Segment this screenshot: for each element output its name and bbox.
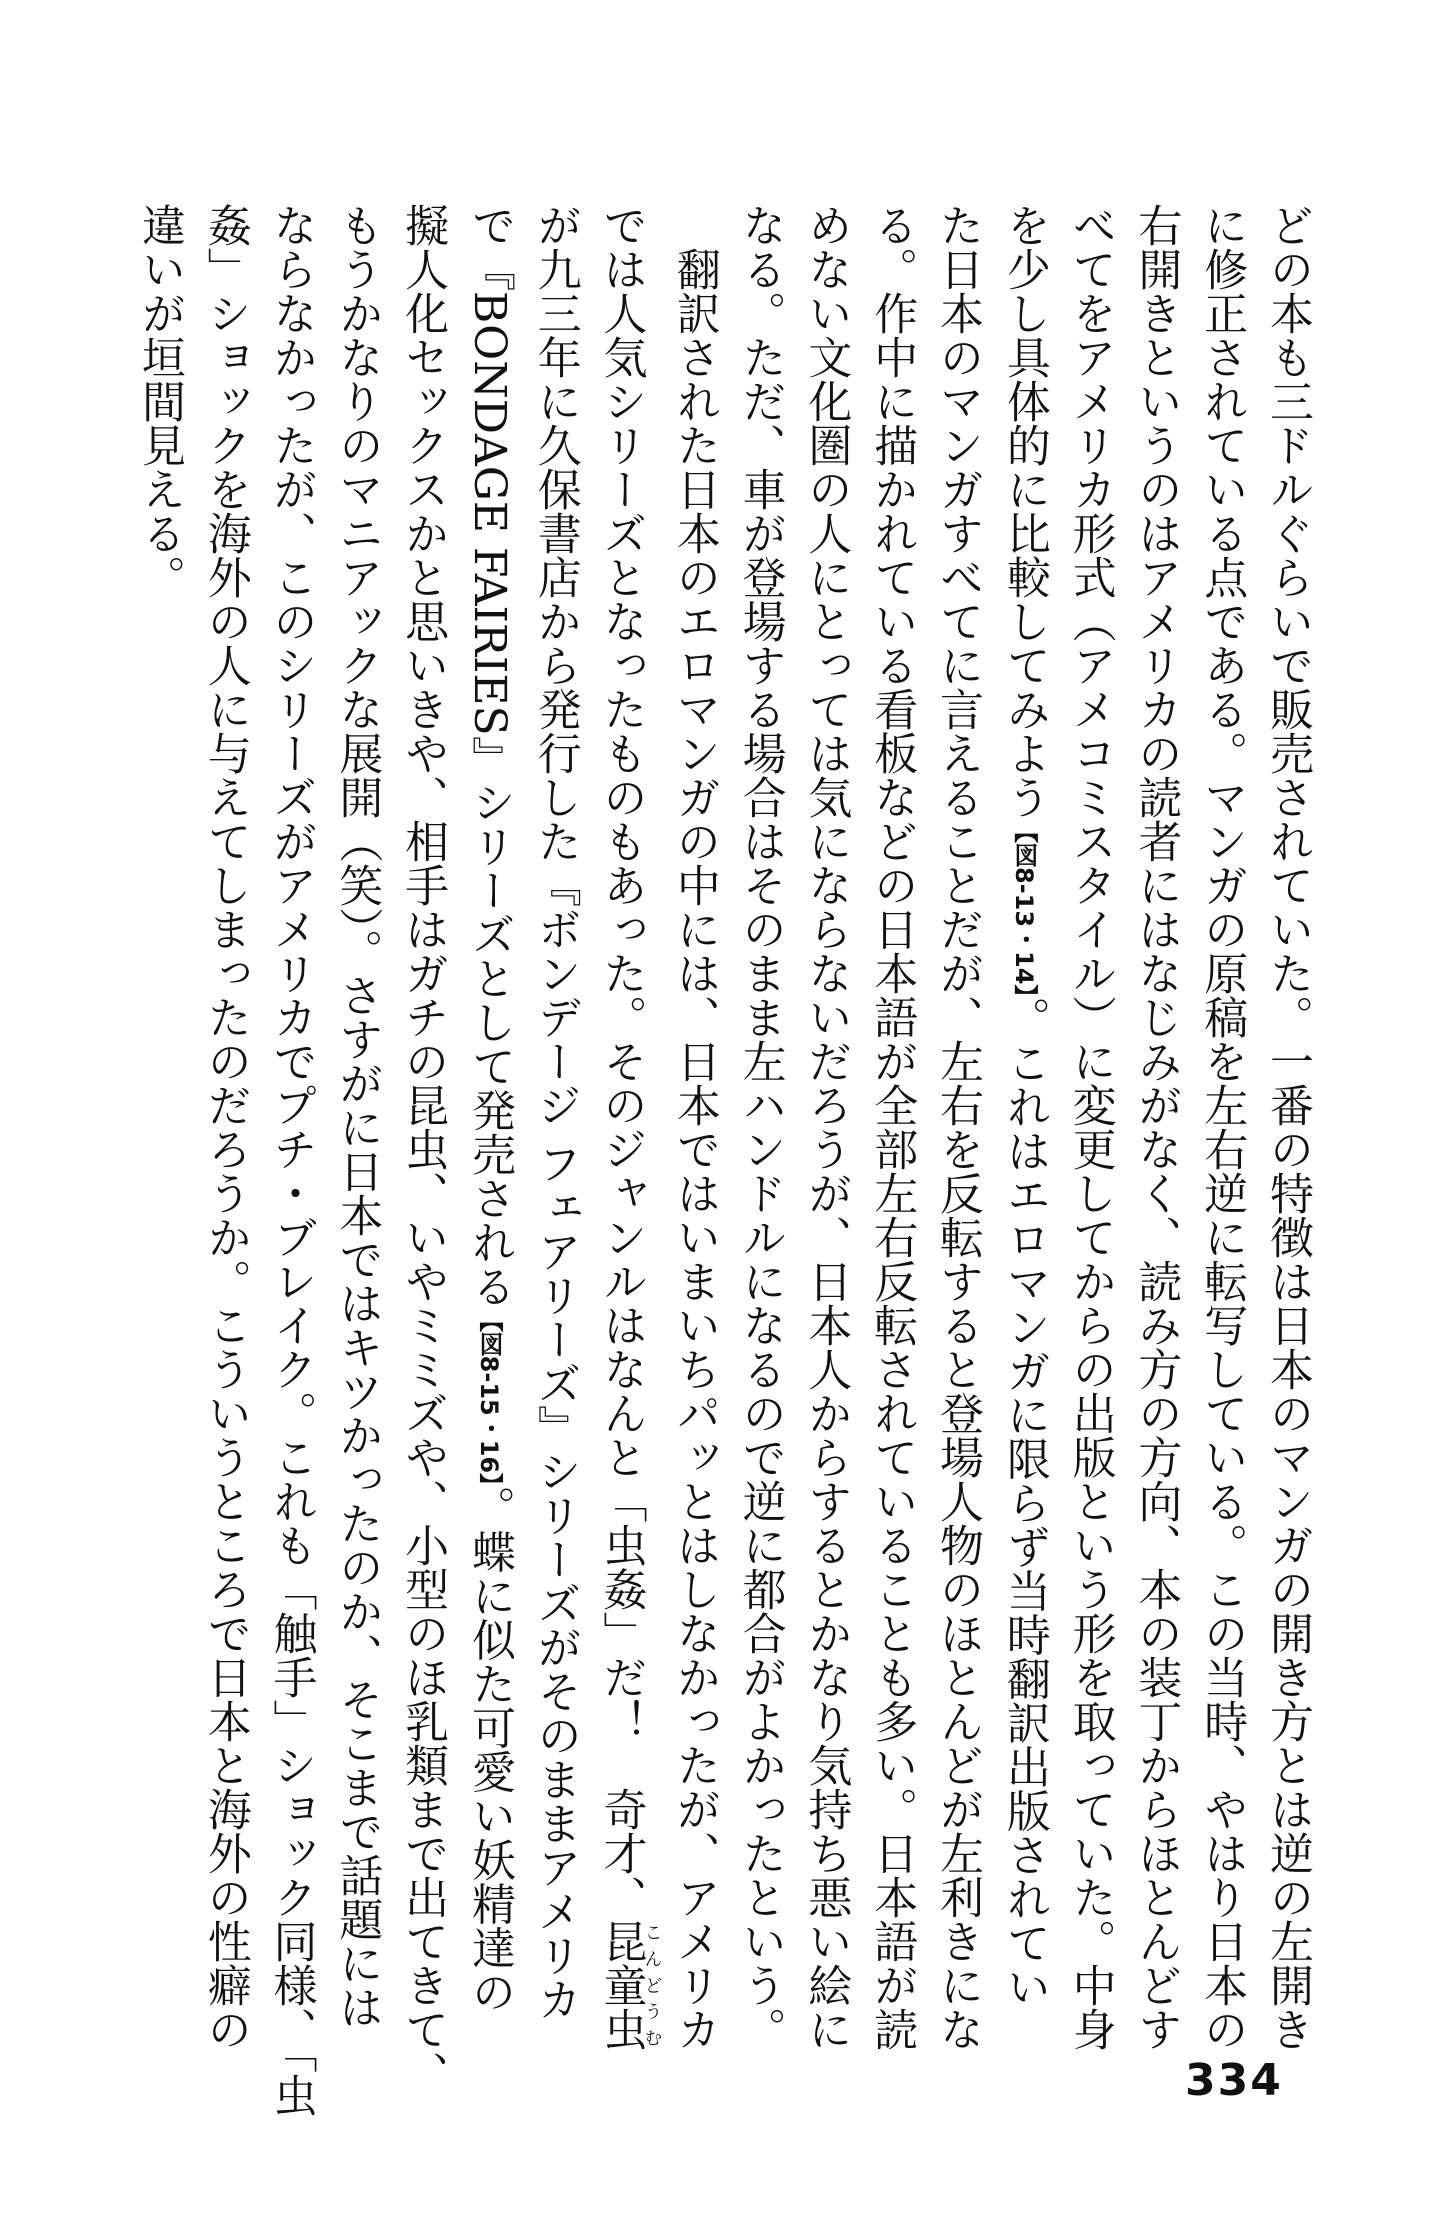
- text-line: [588, 203, 663, 2051]
- text-line: る。作中に描かれている看板などの日本語が全部左右反転されていることも多い。日本語が読: [866, 203, 918, 2051]
- text-line: 擬人化セックスかと思いきや、相手はガチの昆虫、いやミミズや、小型のほ乳類まで出てきて、: [397, 203, 449, 2095]
- text-line: た日本のマンガすべてに言えることだが、左右を反転すると登場人物のほとんどが左利きにな: [932, 203, 984, 2051]
- ruby-reading: こんどうむ: [641, 1919, 663, 2051]
- text-line: 姦」ショックを海外の人に与えてしまったのだろうか。こういうところで日本と海外の性癖の: [199, 203, 251, 2051]
- text-line: 右開きというのはアメリカの読者にはなじみがなく、読み方の方向、本の装丁からほとんどす: [1130, 203, 1182, 2051]
- text-line: どの本も三ドルぐらいで販売されていた。一番の特徴は日本のマンガの開き方とは逆の左開き: [1262, 203, 1313, 2051]
- text-segment: で『BONDAGE FAIRIES』シリーズとして発売される: [463, 203, 515, 1308]
- figure-reference: 【図8-15・16】: [474, 1307, 503, 1486]
- text-line: [455, 203, 522, 2033]
- text-line: もうかなりのマニアックな展開（笑）。さすがに日本ではキツかったのか、そこまで話題には: [331, 203, 383, 2029]
- text-line: べてをアメリカ形式（アメコミスタイル）に変更してからの出版という形を取っていた。中身: [1064, 203, 1116, 2051]
- figure-reference: 【図8-13・14】: [1009, 819, 1038, 997]
- ruby-base: 昆童虫: [595, 1919, 647, 2051]
- text-line: [990, 203, 1057, 2033]
- text-segment: 。これはエロマンガに限らず当時翻訳出版されてい: [998, 996, 1050, 2009]
- text-segment: では人気シリーズとなったものもあった。そのジャンルはなんと「虫姦」だ！ 奇才、: [595, 203, 647, 1919]
- text-line: 翻訳された日本のエロマンガの中には、日本ではいまいちパッとはしなかったが、アメリカ: [668, 203, 720, 2051]
- text-line: ならなかったが、このシリーズがアメリカでプチ・ブレイク。これも「触手」ショック同様、「虫: [265, 203, 317, 2117]
- text-line: 違いが垣間見える。: [133, 203, 185, 599]
- text-segment: 。蝶に似た可愛い妖精達の: [463, 1485, 515, 2014]
- text-line: が九三年に久保書店から発行した『ボンデージ フェアリーズ』シリーズがそのままアメリカ: [529, 203, 581, 2021]
- ruby-name: [595, 1919, 663, 2051]
- text-segment: を少し具体的に比較してみよう: [998, 203, 1050, 819]
- text-line: なる。ただ、車が登場する場合はそのまま左ハンドルになるので逆に都合がよかったという。: [734, 203, 786, 2051]
- page-number: 334: [1185, 2055, 1283, 2106]
- text-line: に修正されている点である。マンガの原稿を左右逆に転写している。この当時、やはり日本の: [1196, 203, 1248, 2051]
- text-line: めない文化圏の人にとっては気にならないだろうが、日本人からするとかなり気持ち悪い絵に: [800, 203, 852, 2051]
